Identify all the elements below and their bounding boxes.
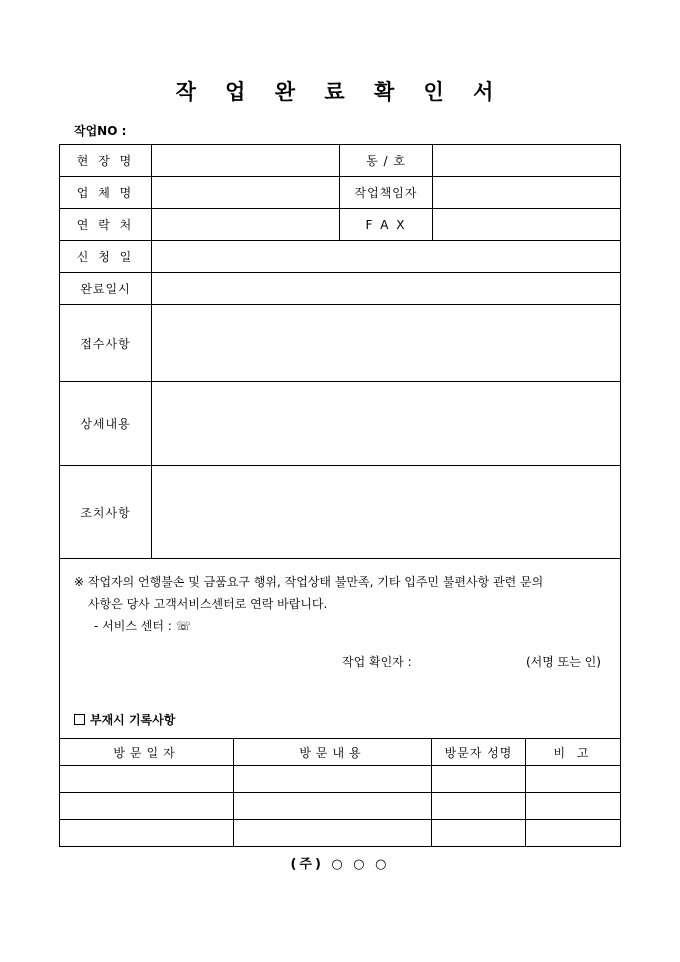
request-date-field[interactable]: [152, 241, 621, 273]
absence-record-title: [74, 711, 175, 728]
manager-field[interactable]: [433, 177, 621, 209]
remarks-cell[interactable]: [526, 766, 621, 793]
contact-label: 연 락 처: [60, 209, 152, 241]
remarks-cell[interactable]: [526, 793, 621, 820]
completion-date-label: 완료일시: [60, 273, 152, 305]
visit-date-cell[interactable]: [60, 820, 234, 847]
visit-date-header: 방문일자: [60, 739, 234, 766]
absence-record-title-text: 부재시 기록사항: [90, 713, 176, 727]
work-number-label: 작업NO :: [74, 124, 127, 138]
site-name-label: 현 장 명: [60, 145, 152, 177]
confirmer-label: 작업 확인자 :: [342, 655, 412, 669]
action-label: 조치사항: [60, 466, 152, 559]
visitor-name-header: 방문자 성명: [432, 739, 526, 766]
checkbox-icon: [74, 714, 85, 725]
visit-date-cell[interactable]: [60, 793, 234, 820]
company-name: (주) ○ ○ ○: [290, 857, 390, 872]
visit-content-header: 방문내용: [234, 739, 432, 766]
service-center: [94, 617, 191, 634]
visit-date-cell[interactable]: [60, 766, 234, 793]
visit-content-cell[interactable]: [234, 793, 432, 820]
fax-field[interactable]: [433, 209, 621, 241]
details-field[interactable]: [152, 382, 621, 466]
table-row: [60, 820, 621, 847]
visitor-name-cell[interactable]: [432, 766, 526, 793]
table-row: [60, 793, 621, 820]
fax-label: F A X: [340, 209, 433, 241]
completion-date-field[interactable]: [152, 273, 621, 305]
visitor-name-cell[interactable]: [432, 793, 526, 820]
request-date-label: 신 청 일: [60, 241, 152, 273]
notice-line-2: 사항은 당사 고객서비스센터로 연락 바랍니다.: [88, 597, 328, 611]
service-center-label: - 서비스 센터 :: [94, 619, 172, 633]
reception-label: 접수사항: [60, 305, 152, 382]
unit-field[interactable]: [433, 145, 621, 177]
company-name-label: 업 체 명: [60, 177, 152, 209]
table-row: [60, 766, 621, 793]
reception-field[interactable]: [152, 305, 621, 382]
visit-content-cell[interactable]: [234, 820, 432, 847]
notice-section: [60, 559, 621, 739]
manager-label: 작업책임자: [340, 177, 433, 209]
remarks-cell[interactable]: [526, 820, 621, 847]
site-name-field[interactable]: [152, 145, 340, 177]
unit-label: 동 / 호: [340, 145, 433, 177]
signature-label: (서명 또는 인): [526, 655, 601, 669]
visit-content-cell[interactable]: [234, 766, 432, 793]
company-name-field[interactable]: [152, 177, 340, 209]
absence-record-table: [59, 738, 621, 847]
notice-line-1: ※ 작업자의 언행불손 및 금품요구 행위, 작업상태 불만족, 기타 입주민 불편사항 관련 문의: [74, 575, 544, 589]
telephone-icon: ☏: [175, 619, 191, 633]
document-title: 작 업 완 료 확 인 서: [175, 79, 505, 104]
work-completion-form: [59, 144, 621, 739]
visitor-name-cell[interactable]: [432, 820, 526, 847]
action-field[interactable]: [152, 466, 621, 559]
contact-field[interactable]: [152, 209, 340, 241]
remarks-header: 비 고: [526, 739, 621, 766]
details-label: 상세내용: [60, 382, 152, 466]
